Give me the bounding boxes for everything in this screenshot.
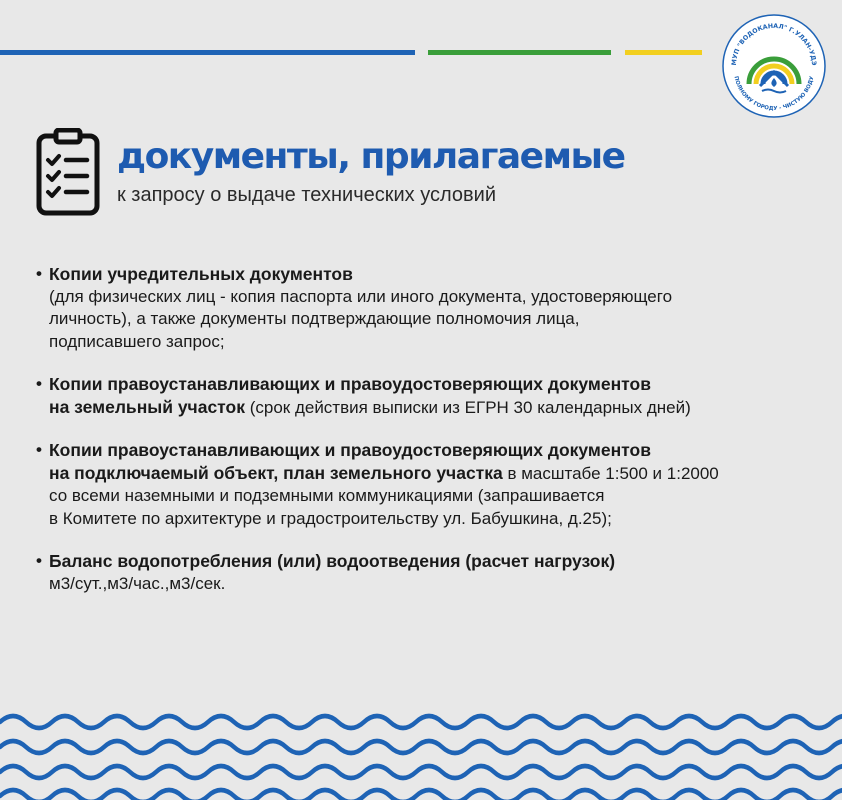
list-item	[36, 263, 826, 353]
bullet: •	[36, 440, 42, 459]
item-line: со всеми наземными и подземными коммуникациями (запрашивается	[49, 486, 605, 505]
top-stripe-blue	[0, 50, 415, 55]
logo-top-text: МУП "ВОДОКАНАЛ" Г.УЛАН-УДЭ	[730, 22, 818, 66]
document-list	[36, 263, 826, 615]
top-stripe-green	[428, 50, 611, 55]
page-title: документы, прилагаемые	[117, 136, 625, 177]
list-item	[36, 439, 826, 530]
list-item	[36, 550, 826, 595]
item-line: в Комитете по архитектуре и градостроительству ул. Бабушкина, д.25);	[49, 508, 612, 528]
bullet: •	[36, 551, 42, 570]
wave-decoration	[0, 700, 842, 800]
item-heading-continued: на земельный участок	[49, 396, 245, 417]
item-note: в масштабе 1:500 и 1:2000	[502, 463, 719, 483]
clipboard-checklist-icon	[36, 128, 100, 216]
bullet: •	[36, 374, 42, 393]
item-note: (срок действия выписки из ЕГРН 30 календарных дней)	[244, 397, 691, 417]
item-line: (для физических лиц - копия паспорта или иного документа, удостоверяющего	[49, 286, 673, 306]
bullet: •	[36, 264, 42, 283]
vodokanal-logo	[722, 14, 826, 118]
item-heading: Копии правоустанавливающих и правоудостоверяющих документов	[49, 374, 651, 394]
item-line: подписавшего запрос;	[49, 331, 225, 351]
item-heading: Баланс водопотребления (или) водоотведения (расчет нагрузок)	[49, 551, 616, 571]
item-heading: Копии правоустанавливающих и правоудостоверяющих документов	[49, 440, 651, 460]
page-subtitle: к запросу о выдаче технических условий	[117, 184, 496, 206]
item-heading-continued: на подключаемый объект, план земельного участка	[49, 462, 503, 483]
item-line: личность), а также документы подтверждающие полномочия лица,	[49, 309, 580, 328]
top-stripe-yellow	[625, 50, 702, 55]
list-item	[36, 373, 826, 419]
logo-bottom-text: ПОЛНОМУ ГОРОДУ - ЧИСТУЮ ВОДУ	[732, 75, 816, 113]
item-heading: Копии учредительных документов	[49, 264, 353, 284]
item-line: м3/сут.,м3/час.,м3/сек.	[49, 573, 226, 593]
